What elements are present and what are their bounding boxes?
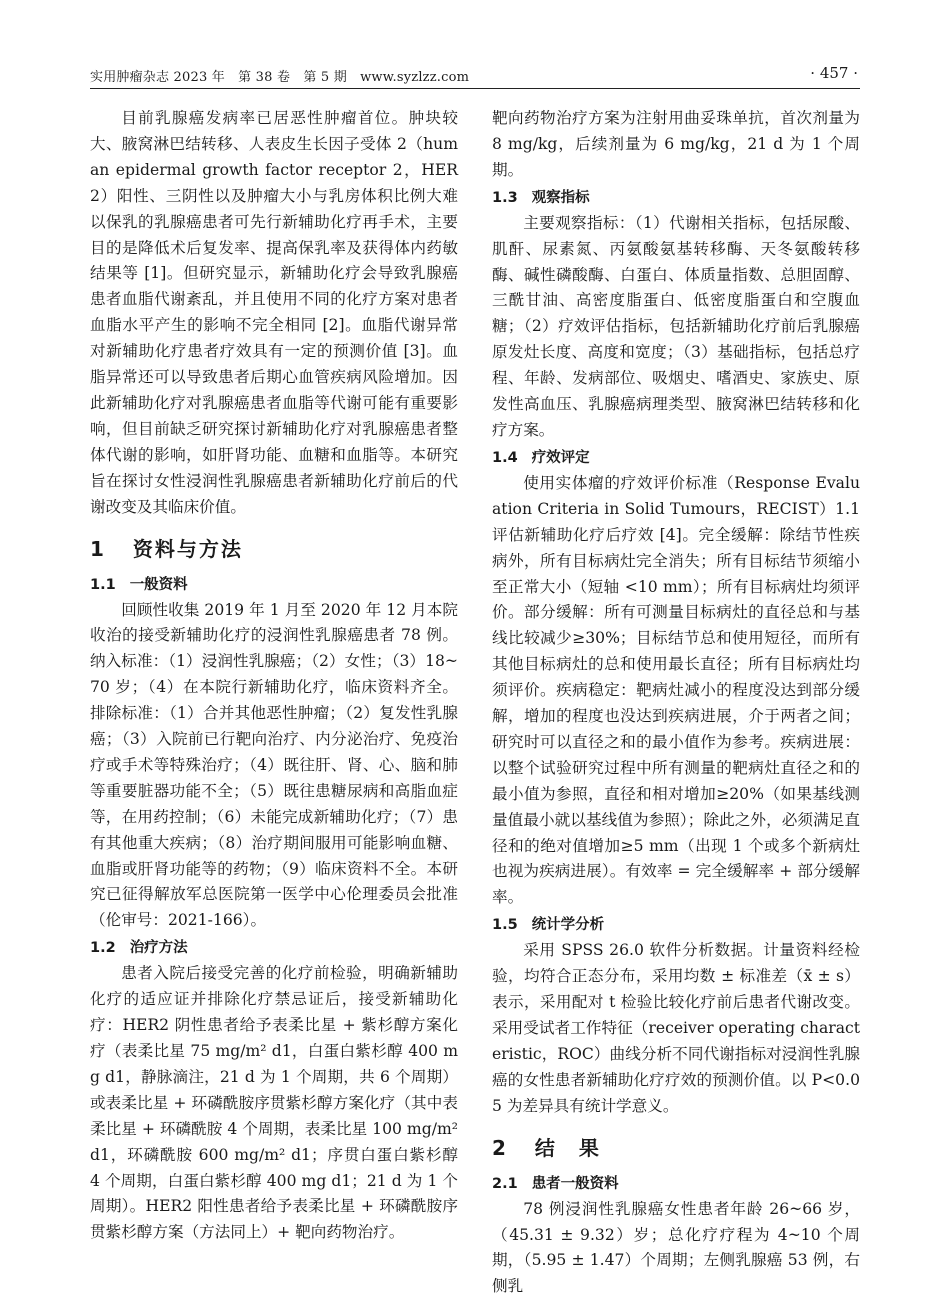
- subsection-number: 1.3: [492, 189, 518, 206]
- left-column: [90, 106, 458, 1246]
- subsection-title: 一般资料: [129, 576, 188, 593]
- section-1-title: 资料与方法: [132, 536, 243, 561]
- subsection-1-1-text: 回顾性收集 2019 年 1 月至 2020 年 12 月本院收治的接受新辅助化疗的浸润性乳腺癌患者 78 例。纳入标准：（1）浸润性乳腺癌；（2）女性；（3）18~70 岁；（4）在本院行新辅助化疗，临床资料齐全。排除标准：（1）合并其他恶性肿瘤；（2）复发性乳腺癌；（3）入院前已行靶向治疗、内分泌治疗、免疫治疗或手术等特殊治疗；（4）既往肝、肾、心、脑和肺等重要脏器功能不全；（5）既往患糖尿病和高脂血症等，在用药控制；（6）未能完成新辅助化疗；（7）患有其他重大疾病；（8）治疗期间服用可能影响血糖、血脂或肝肾功能等的药物；（9）临床资料不全。本研究已征得解放军总医院第一医学中心伦理委员会批准（伦审号：2021-166）。: [90, 600, 458, 930]
- subsection-1-2-continued: 靶向药物治疗方案为注射用曲妥珠单抗，首次剂量为 8 mg/kg，后续剂量为 6 mg/kg，21 d 为 1 个周期。: [492, 109, 860, 179]
- subsection-number: 1.5: [492, 917, 518, 934]
- section-2-number: 2: [492, 1135, 508, 1160]
- subsection-1-3-heading: [492, 186, 860, 210]
- subsection-1-1-heading: [90, 573, 458, 597]
- subsection-1-3-text: 主要观察指标：（1）代谢相关指标，包括尿酸、肌酐、尿素氮、丙氨酸氨基转移酶、天冬氨酸转移酶、碱性磷酸酶、白蛋白、体质量指数、总胆固醇、三酰甘油、高密度脂蛋白、低密度脂蛋白和空腹血糖；（2）疗效评估指标，包括新辅助化疗前后乳腺癌原发灶长度、高度和宽度；（3）基础指标，包括总疗程、年龄、发病部位、吸烟史、嗜酒史、家族史、原发性高血压、乳腺癌病理类型、腋窝淋巴结转移和化疗方案。: [492, 213, 860, 439]
- subsection-1-2-text: 患者入院后接受完善的化疗前检验，明确新辅助化疗的适应证并排除化疗禁忌证后，接受新辅助化疗：HER2 阴性患者给予表柔比星 + 紫杉醇方案化疗（表柔比星 75 mg/m² d1，白蛋白紫杉醇 400 mg d1，静脉滴注，21 d 为 1 个周期，共 6 个周期）或表柔比星 + 环磷酰胺序贯紫杉醇方案化疗（其中表柔比星 + 环磷酰胺 4 个周期，表柔比星 100 mg/m² d1，环磷酰胺 600 mg/m² d1；序贯白蛋白紫杉醇 4 个周期，白蛋白紫杉醇 400 mg d1；21 d 为 1 个周期）。HER2 阳性患者给予表柔比星 + 环磷酰胺序贯紫杉醇方案（方法同上）+ 靶向药物治疗。: [90, 964, 458, 1242]
- section-2-title: 结 果: [534, 1135, 601, 1160]
- subsection-2-1-heading: [492, 1172, 860, 1196]
- section-2-heading: [492, 1134, 860, 1162]
- subsection-title: 统计学分析: [531, 917, 605, 934]
- header-rule: [90, 88, 860, 89]
- subsection-title: 治疗方法: [129, 940, 188, 957]
- intro-paragraph: 目前乳腺癌发病率已居恶性肿瘤首位。肿块较大、腋窝淋巴结转移、人表皮生长因子受体 2（human epidermal growth factor receptor 2，HER2）阳性、三阴性以及肿瘤大小与乳房体积比例大难以保乳的乳腺癌患者可先行新辅助化疗再手术，主要目的是降低术后复发率、提高保乳率及获得体内药敏结果等 [1]。但研究显示，新辅助化疗会导致乳腺癌患者血脂代谢紊乱，并且使用不同的化疗方案对患者血脂水平产生的影响不完全相同 [2]。血脂代谢异常对新辅助化疗患者疗效具有一定的预测价值 [3]。血脂异常还可以导致患者后期心血管疾病风险增加。因此新辅助化疗对乳腺癌患者血脂等代谢可能有重要影响，但目前缺乏研究探讨新辅助化疗对乳腺癌患者整体代谢的影响，如肝肾功能、血糖和血脂等。本研究旨在探讨女性浸润性乳腺癌患者新辅助化疗前后的代谢改变及其临床价值。: [90, 109, 458, 516]
- subsection-1-2-heading: [90, 936, 458, 960]
- subsection-1-4-text: 使用实体瘤的疗效评价标准（Response Evaluation Criteria in Solid Tumours，RECIST）1.1 评估新辅助化疗后疗效 [4]。完全缓解：除结节性疾病外，所有目标病灶完全消失；所有目标结节须缩小至正常大小（短轴 <10 mm）；所有目标病灶均须评价。部分缓解：所有可测量目标病灶的直径总和与基线比较减少≥30%；目标结节总和使用短径，而所有其他目标病灶的总和使用最长直径；所有目标病灶均须评价。疾病稳定：靶病灶减小的程度没达到部分缓解，增加的程度也没达到疾病进展，介于两者之间；研究时可以直径之和的最小值作为参考。疾病进展：以整个试验研究过程中所有测量的靶病灶直径之和的最小值为参照，直径和相对增加≥20%（如果基线测量值最小就以基线值为参照）；除此之外，必须满足直径和的绝对值增加≥5 mm（出现 1 个或多个新病灶也视为疾病进展）。有效率 = 完全缓解率 + 部分缓解率。: [492, 473, 860, 907]
- subsection-title: 疗效评定: [531, 449, 590, 466]
- subsection-1-4-heading: [492, 446, 860, 470]
- subsection-number: 1.2: [90, 940, 116, 957]
- running-header: 实用肿瘤杂志 2023 年 第 38 卷 第 5 期 www.syzlzz.com: [90, 70, 470, 85]
- subsection-2-1-text: 78 例浸润性乳腺癌女性患者年龄 26~66 岁，（45.31 ± 9.32）岁；总化疗疗程为 4~10 个周期，（5.95 ± 1.47）个周期；左侧乳腺癌 53 例，右侧乳: [492, 1199, 860, 1296]
- right-column: [492, 106, 860, 1300]
- subsection-number: 2.1: [492, 1175, 518, 1192]
- section-1-number: 1: [90, 536, 106, 561]
- section-1-heading: [90, 535, 458, 563]
- page-number: · 457 ·: [810, 64, 858, 82]
- subsection-number: 1.1: [90, 576, 116, 593]
- subsection-1-5-text: 采用 SPSS 26.0 软件分析数据。计量资料经检验，均符合正态分布，采用均数 ± 标准差（x̄ ± s）表示，采用配对 t 检验比较化疗前后患者代谢改变。采用受试者工作特征（receiver operating characteristic，ROC）曲线分析不同代谢指标对浸润性乳腺癌的女性患者新辅助化疗疗效的预测价值。以 P<0.05 为差异具有统计学意义。: [492, 941, 860, 1115]
- subsection-title: 患者一般资料: [531, 1175, 619, 1192]
- subsection-1-5-heading: [492, 913, 860, 937]
- subsection-number: 1.4: [492, 449, 518, 466]
- subsection-title: 观察指标: [531, 189, 590, 206]
